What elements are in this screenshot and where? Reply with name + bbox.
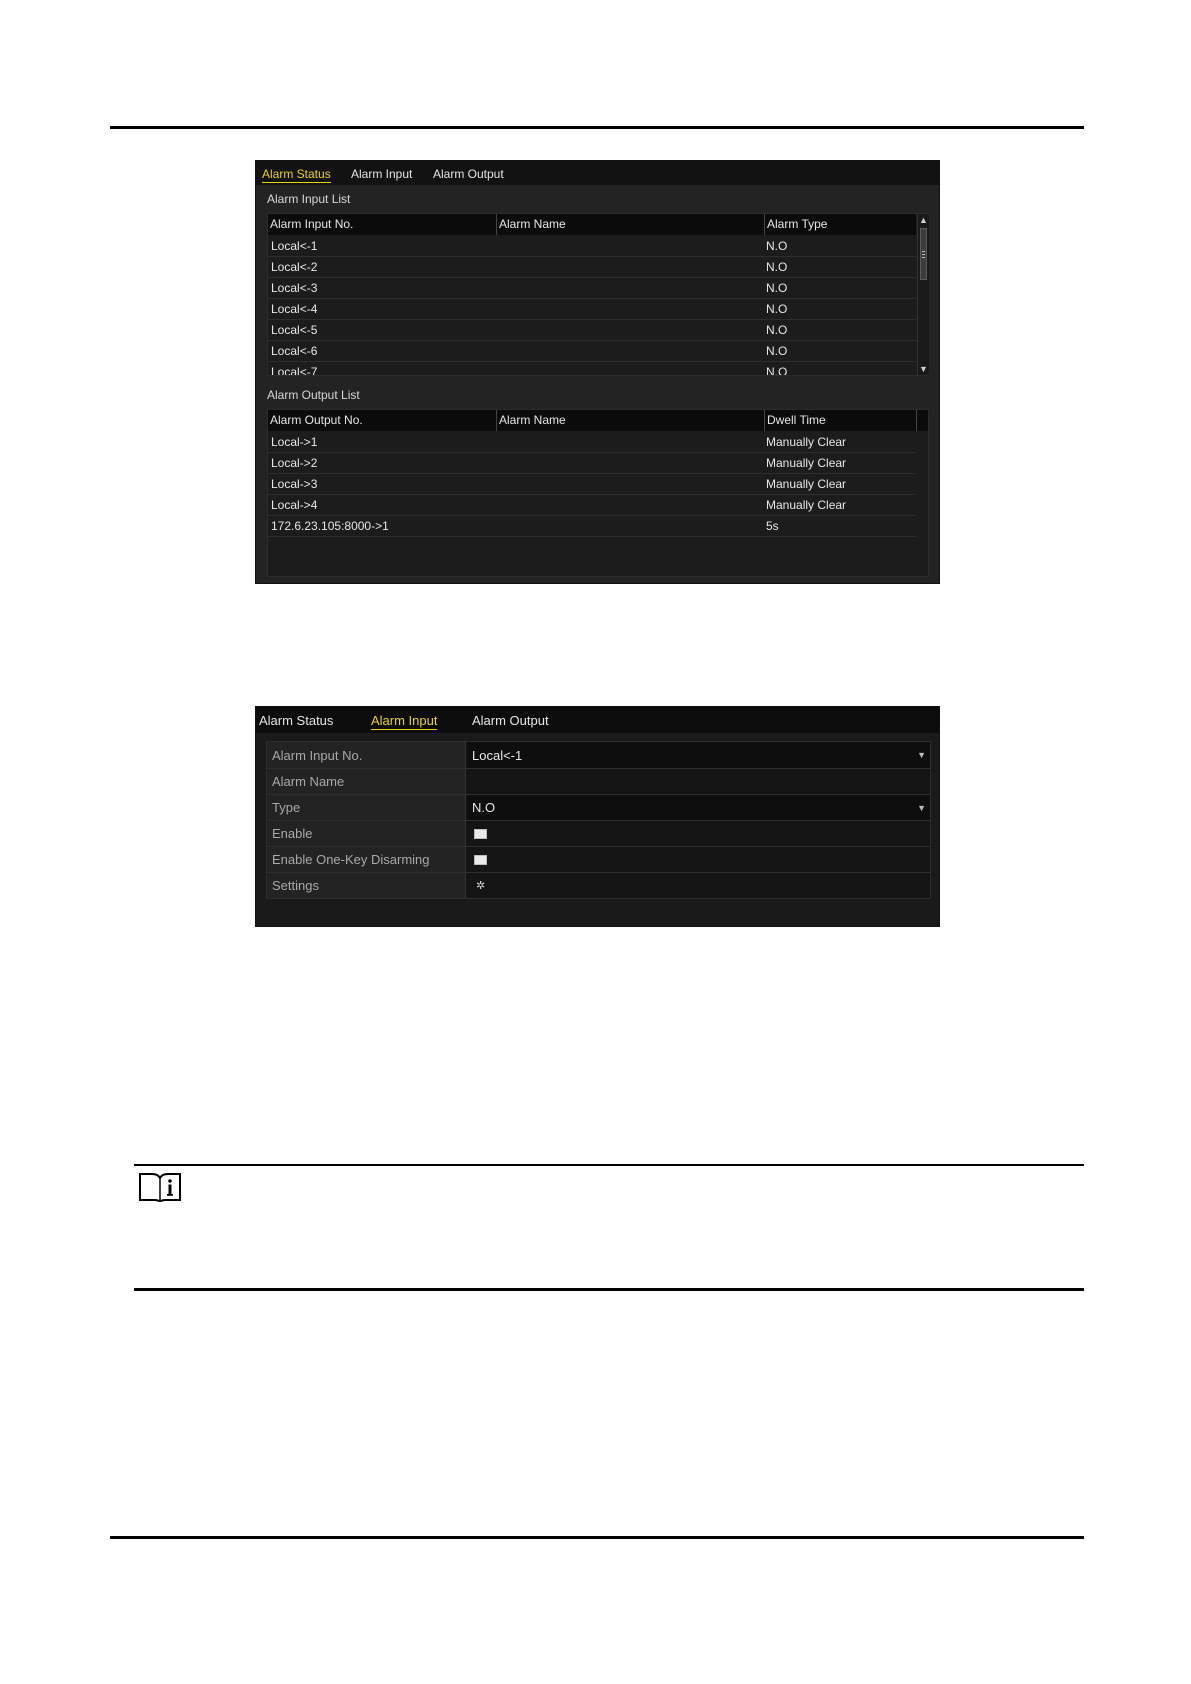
table-row[interactable] (268, 257, 916, 278)
table-row[interactable] (268, 236, 916, 257)
alarm-input-no-value: Local<-1 (472, 747, 523, 763)
type-value: N.O (472, 800, 496, 815)
label-settings: Settings (267, 873, 466, 898)
settings-cell (467, 873, 930, 898)
cell-input-no: Local<-4 (271, 302, 318, 316)
cell-alarm-type: N.O (766, 344, 788, 358)
row-one-key-disarming (266, 847, 931, 873)
alarm-input-list-title: Alarm Input List (267, 192, 351, 206)
cell-input-no: Local<-1 (271, 239, 318, 253)
scroll-thumb[interactable] (920, 228, 927, 280)
cell-alarm-type: N.O (766, 302, 788, 316)
cell-alarm-type: N.O (766, 323, 788, 337)
alarm-output-table (267, 409, 929, 577)
row-alarm-name (266, 769, 931, 795)
alarm-status-screenshot (255, 160, 940, 584)
col-alarm-input-no[interactable]: Alarm Input No. (270, 217, 354, 231)
tab-alarm-output[interactable]: Alarm Output (472, 713, 549, 728)
chevron-down-icon[interactable]: ▼ (917, 750, 926, 760)
cell-alarm-type: N.O (766, 365, 788, 375)
label-type: Type (267, 795, 466, 820)
one-key-cell (467, 847, 930, 872)
table-row[interactable] (268, 362, 916, 375)
cell-alarm-type: N.O (766, 239, 788, 253)
cell-input-no: Local<-6 (271, 344, 318, 358)
row-type (266, 795, 931, 821)
note-bottom-rule (134, 1288, 1084, 1291)
alarm-input-table (267, 213, 929, 376)
table-row[interactable] (268, 453, 916, 474)
table-row[interactable] (268, 299, 916, 320)
enable-cell (467, 821, 930, 846)
alarm-name-input[interactable] (467, 769, 930, 794)
cell-input-no: Local<-7 (271, 365, 318, 375)
col-alarm-output-no[interactable]: Alarm Output No. (270, 413, 363, 427)
tab-bar (256, 161, 939, 185)
row-settings (266, 873, 931, 899)
cell-output-no: 172.6.23.105:8000->1 (271, 519, 389, 533)
cell-output-no: Local->4 (271, 498, 318, 512)
note-top-rule (134, 1164, 1084, 1166)
label-one-key-disarming: Enable One-Key Disarming (267, 847, 466, 872)
alarm-input-screenshot (255, 706, 940, 927)
cell-dwell-time: Manually Clear (766, 435, 847, 449)
cell-input-no: Local<-2 (271, 260, 318, 274)
table-row[interactable] (268, 341, 916, 362)
gear-icon[interactable]: ✲ (476, 880, 486, 892)
table-header (268, 410, 928, 431)
label-enable: Enable (267, 821, 466, 846)
page-header-rule (110, 126, 1084, 129)
table-row[interactable] (268, 278, 916, 299)
tab-bar (256, 707, 939, 733)
cell-output-no: Local->2 (271, 456, 318, 470)
tab-alarm-status[interactable]: Alarm Status (259, 713, 334, 728)
scroll-up-icon[interactable]: ▲ (919, 215, 928, 225)
note-book-icon (138, 1172, 182, 1202)
cell-dwell-time: Manually Clear (766, 477, 847, 491)
cell-input-no: Local<-5 (271, 323, 318, 337)
alarm-input-scrollbar[interactable] (917, 214, 929, 375)
page-footer-rule (110, 1536, 1084, 1539)
table-header (268, 214, 916, 235)
one-key-disarming-checkbox[interactable] (474, 855, 487, 865)
table-body (268, 236, 916, 375)
table-row[interactable] (268, 495, 916, 516)
alarm-input-form (266, 741, 931, 899)
scroll-down-icon[interactable]: ▼ (919, 364, 928, 374)
row-alarm-input-no (266, 741, 931, 769)
cell-alarm-type: N.O (766, 260, 788, 274)
cell-output-no: Local->3 (271, 477, 318, 491)
table-body (268, 432, 916, 542)
tab-alarm-output[interactable]: Alarm Output (433, 167, 504, 181)
tab-alarm-input[interactable]: Alarm Input (351, 167, 413, 181)
tab-alarm-status[interactable]: Alarm Status (262, 167, 331, 181)
alarm-output-list-title: Alarm Output List (267, 388, 360, 402)
label-alarm-input-no: Alarm Input No. (267, 742, 466, 768)
table-row[interactable] (268, 474, 916, 495)
cell-dwell-time: 5s (766, 519, 779, 533)
cell-output-no: Local->1 (271, 435, 318, 449)
cell-input-no: Local<-3 (271, 281, 318, 295)
col-dwell-time[interactable]: Dwell Time (764, 410, 916, 431)
table-row[interactable] (268, 320, 916, 341)
row-enable (266, 821, 931, 847)
cell-alarm-type: N.O (766, 281, 788, 295)
cell-dwell-time: Manually Clear (766, 498, 847, 512)
alarm-input-no-select[interactable] (467, 742, 930, 768)
label-alarm-name: Alarm Name (267, 769, 466, 794)
type-select[interactable] (467, 795, 930, 820)
enable-checkbox[interactable] (474, 829, 487, 839)
col-alarm-name[interactable]: Alarm Name (496, 410, 764, 431)
table-row[interactable] (268, 432, 916, 453)
tab-alarm-input[interactable]: Alarm Input (371, 713, 438, 728)
cell-dwell-time: Manually Clear (766, 456, 847, 470)
col-alarm-name[interactable]: Alarm Name (496, 214, 764, 235)
table-row[interactable] (268, 516, 916, 537)
chevron-down-icon[interactable]: ▼ (917, 802, 926, 813)
col-alarm-type[interactable]: Alarm Type (764, 214, 916, 235)
